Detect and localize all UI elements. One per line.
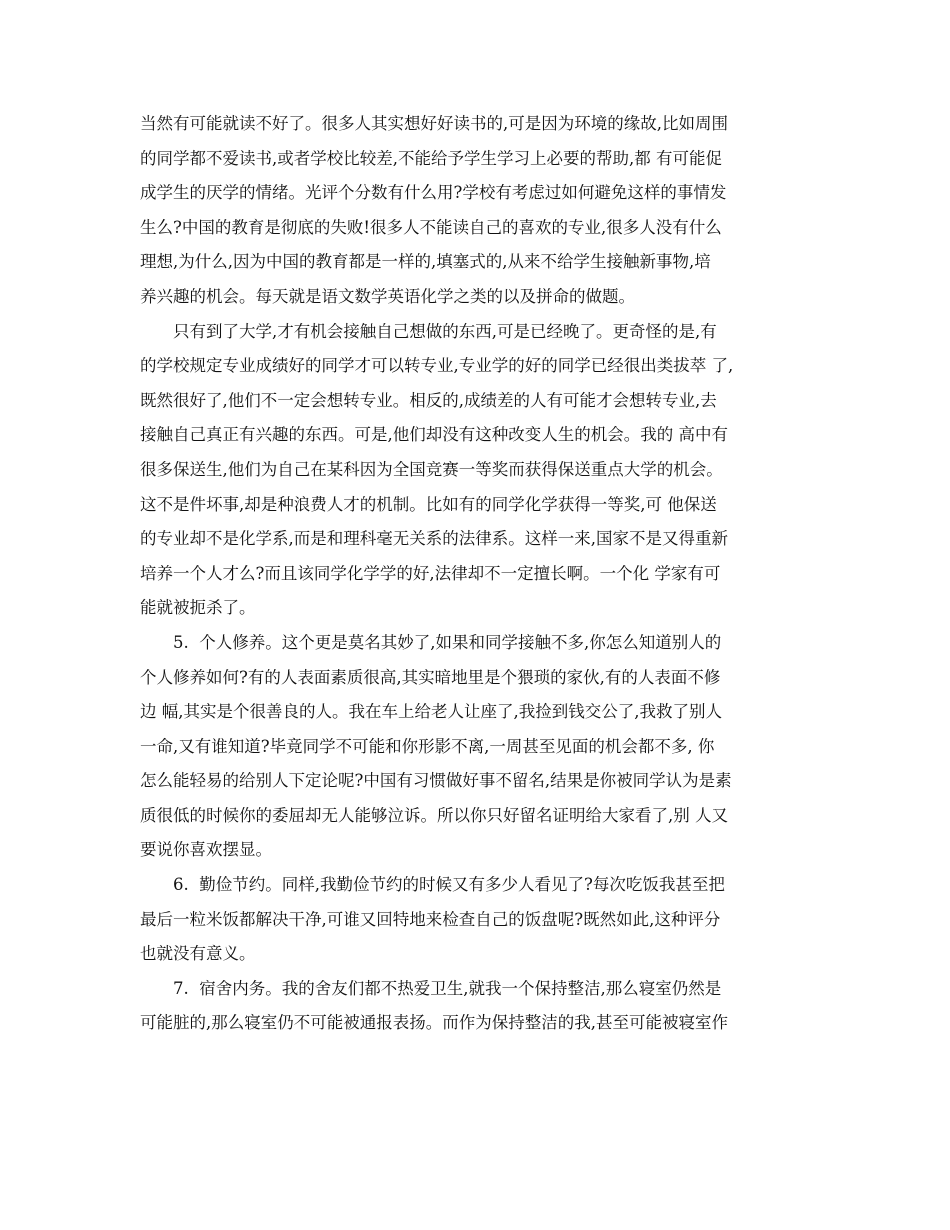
text-line: 的同学都不爱读书,或者学校比较差,不能给予学生学习上必要的帮助,都 有可能促 xyxy=(140,148,722,168)
document-body xyxy=(140,107,830,1041)
text-line: 个人修养如何?有的人表面素质很高,其实暗地里是个猥琐的家伙,有的人表面不修 xyxy=(140,667,721,687)
text-line: 很多保送生,他们为自己在某科因为全国竞赛一等奖而获得保送重点大学的机会。 xyxy=(140,459,723,479)
paragraph-first-line: 5. 个人修养。这个更是莫名其妙了,如果和同学接触不多,你怎么知道别人的 xyxy=(173,632,722,652)
text-line: 接触自己真正有兴趣的东西。可是,他们却没有这种改变人生的机会。我的 高中有 xyxy=(140,425,728,445)
text-line: 能就被扼杀了。 xyxy=(140,598,256,618)
text-line: 边 幅,其实是个很善良的人。我在车上给老人让座了,我捡到钱交公了,我救了别人 xyxy=(140,702,722,722)
text-line: 当然有可能就读不好了。很多人其实想好好读书的,可是因为环境的缘故,比如周围 xyxy=(140,114,728,133)
text-line: 理想,为什么,因为中国的教育都是一样的,填塞式的,从来不给学生接触新事物,培 xyxy=(140,252,711,272)
text-line: 培养一个人才么?而且该同学化学学的好,法律却不一定擅长啊。一个化 学家有可 xyxy=(140,563,721,583)
text-line: 可能脏的,那么寝室仍不可能被通报表扬。而作为保持整洁的我,甚至可能被寝室作 xyxy=(140,1013,728,1033)
text-line: 一命,又有谁知道?毕竟同学不可能和你形影不离,一周甚至见面的机会都不多, 你 xyxy=(140,736,715,756)
text-line: 怎么能轻易的给别人下定论呢?中国有习惯做好事不留名,结果是你被同学认为是素 xyxy=(140,771,732,791)
text-line: 成学生的厌学的情绪。光评个分数有什么用?学校有考虑过如何避免这样的事情发 xyxy=(140,183,727,203)
text-line: 质很低的时候你的委屈却无人能够泣诉。所以你只好留名证明给大家看了,别 人又 xyxy=(140,805,728,825)
paragraph-first-line: 6. 勤俭节约。同样,我勤俭节约的时候又有多少人看见了?每次吃饭我甚至把 xyxy=(173,875,725,895)
text-line: 最后一粒米饭都解决干净,可谁又回特地来检查自己的饭盘呢?既然如此,这种评分 xyxy=(140,909,721,929)
text-line: 养兴趣的机会。每天就是语文数学英语化学之类的以及拼命的做题。 xyxy=(140,286,635,306)
text-line: 这不是件坏事,却是种浪费人才的机制。比如有的同学化学获得一等奖,可 他保送 xyxy=(140,494,717,514)
text-line: 生么?中国的教育是彻底的失败!很多人不能读自己的喜欢的专业,很多人没有什么 xyxy=(140,217,722,237)
text-line: 的学校规定专业成绩好的同学才可以转专业,专业学的好的同学已经很出类拔萃 了, xyxy=(140,356,734,376)
text-line: 的专业却不是化学系,而是和理科毫无关系的法律系。这样一来,国家不是又得重新 xyxy=(140,529,728,549)
paragraph-first-line: 只有到了大学,才有机会接触自己想做的东西,可是已经晚了。更奇怪的是,有 xyxy=(173,321,717,341)
paragraph-first-line: 7. 宿舍内务。我的舍友们都不热爱卫生,就我一个保持整洁,那么寝室仍然是 xyxy=(173,978,722,998)
text-line: 既然很好了,他们不一定会想转专业。相反的,成绩差的人有可能才会想转专业,去 xyxy=(140,390,717,410)
text-line: 要说你喜欢摆显。 xyxy=(140,840,272,860)
text-line: 也就没有意义。 xyxy=(140,944,256,964)
